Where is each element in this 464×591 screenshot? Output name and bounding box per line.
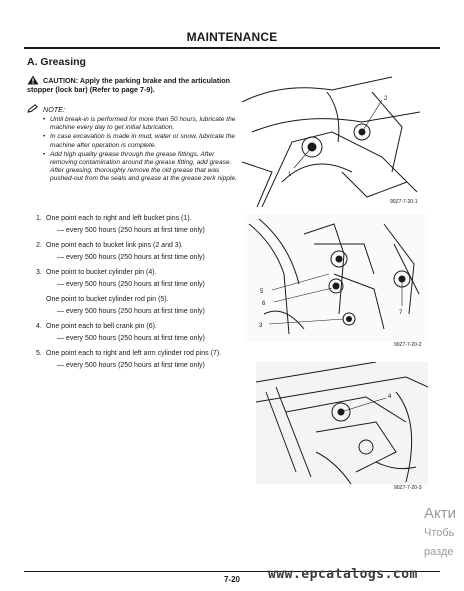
section-title: A. Greasing <box>27 56 86 68</box>
step-2 <box>36 241 246 262</box>
figure-bucket-pins <box>242 72 428 207</box>
step-3 <box>36 268 246 316</box>
step-5 <box>36 349 246 370</box>
note-list <box>50 116 238 185</box>
site-url[interactable]: www.epcatalogs.com <box>268 567 418 582</box>
link-pins-illustration <box>244 214 428 352</box>
note-item: • Add high quality grease through the grease fittings. After removing contamination around the grease fitting, add grease. After greasing, thoroughly remove the old grease that was pushed-out from the seals and grease at the grease zerk nipple. <box>50 151 238 184</box>
figure-link-pins <box>244 214 428 352</box>
watermark-line: Чтобь <box>424 527 455 539</box>
step-number: 1. <box>36 215 42 222</box>
figure-callout: 5 <box>260 289 264 295</box>
step-interval: — every 500 hours (250 hours at first time only) <box>57 254 205 261</box>
warning-triangle-icon <box>27 75 39 85</box>
watermark-line: разде <box>424 546 454 558</box>
step-text: One point each to bucket link pins (2 and 3). <box>46 242 183 249</box>
caution-label: CAUTION: <box>43 76 79 85</box>
step-interval: — every 500 hours (250 hours at first time only) <box>57 335 205 342</box>
step-1 <box>36 214 246 235</box>
caution-block <box>27 75 232 94</box>
step-number: 3. <box>36 269 42 276</box>
step-number: 2. <box>36 242 42 249</box>
step-number: 4. <box>36 323 42 330</box>
figure-callout: 4 <box>388 394 392 400</box>
step-4 <box>36 322 246 343</box>
watermark-line: Акти <box>424 505 456 522</box>
step-text: One point each to bell crank pin (6). <box>46 323 157 330</box>
header-divider <box>24 47 440 49</box>
figure-code: 90Z7-7-20-1 <box>390 199 418 205</box>
figure-callout: 1 <box>288 172 292 178</box>
page-number: 7-20 <box>223 575 240 584</box>
step-text: One point to bucket cylinder pin (4). <box>46 269 157 276</box>
caution-text: Apply the parking brake and the articulation stopper (lock bar) (Refer to page 7-9). <box>27 76 231 94</box>
page-header-title: MAINTENANCE <box>186 30 278 44</box>
figure-code: 90Z7-7-20-3 <box>394 485 422 491</box>
greasing-steps <box>36 214 246 376</box>
figure-callout: 7 <box>399 310 403 316</box>
step-number: 5. <box>36 350 42 357</box>
figure-bell-crank <box>256 362 428 494</box>
figure-callout: 6 <box>262 301 266 307</box>
step-text: One point each to right and left bucket pins (1). <box>46 215 192 222</box>
note-heading <box>27 104 65 114</box>
step-text: One point each to right and left arm cylinder rod pins (7). <box>46 350 222 357</box>
step-interval: — every 500 hours (250 hours at first time only) <box>57 362 205 369</box>
note-item: • Until break-in is performed for more than 50 hours, lubricate the machine every day to get initial lubrication. <box>50 116 238 132</box>
step-extra-text: One point to bucket cylinder rod pin (5). <box>46 296 169 303</box>
figure-callout: 3 <box>259 323 263 329</box>
bucket-pins-illustration <box>242 72 428 207</box>
note-label: NOTE: <box>43 105 65 114</box>
figure-callout: 2 <box>384 96 388 102</box>
figure-code: 90Z7-7-20-2 <box>394 342 422 348</box>
note-item: • In case excavation is made in mud, water or snow, lubricate the machine after operation is complete. <box>50 133 238 149</box>
step-interval: — every 500 hours (250 hours at first time only) <box>57 308 205 315</box>
step-interval: — every 500 hours (250 hours at first time only) <box>57 281 205 288</box>
step-interval: — every 500 hours (250 hours at first time only) <box>57 227 205 234</box>
pencil-note-icon <box>27 104 39 113</box>
bell-crank-illustration <box>256 362 428 494</box>
